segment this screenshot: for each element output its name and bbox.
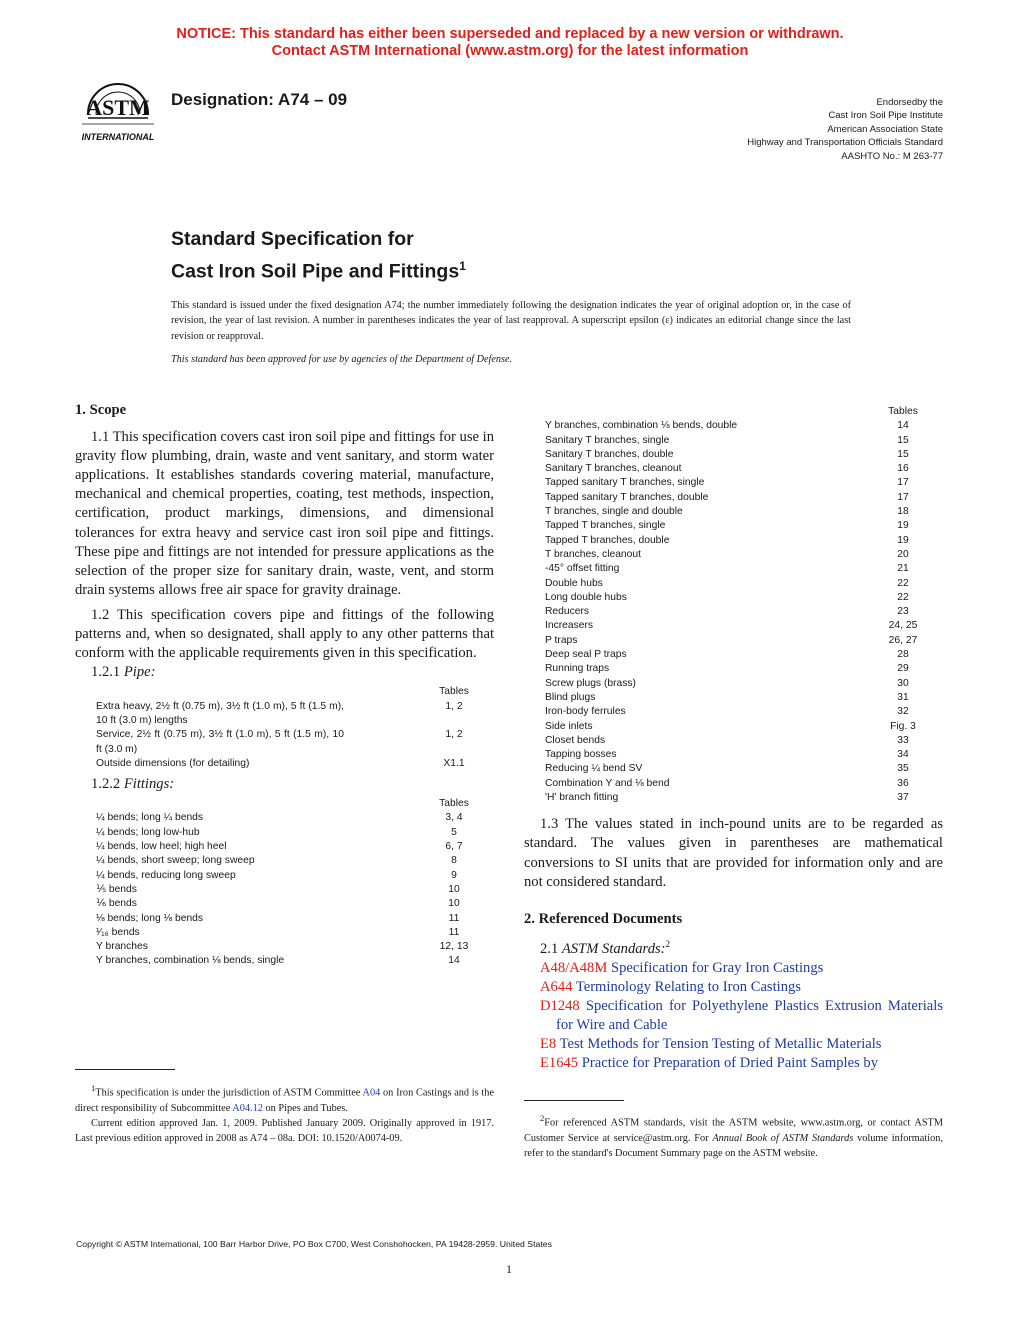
row-tables: 10 bbox=[448, 883, 460, 895]
copyright: Copyright © ASTM International, 100 Barr Harbor Drive, PO Box C700, West Conshohocken, PA 19428-2959. United States bbox=[76, 1239, 552, 1249]
row-item: Iron-body ferrules bbox=[545, 706, 626, 718]
footnote-1-text-a: This specification is under the jurisdiction of ASTM Committee bbox=[95, 1087, 363, 1099]
row-item: Blind plugs bbox=[545, 691, 596, 703]
pipe-number: 1.2.1 bbox=[91, 664, 124, 681]
pipe-label: Pipe: bbox=[123, 664, 156, 681]
row-tables: 23 bbox=[897, 606, 909, 618]
ref-code-link[interactable]: E8 bbox=[540, 1036, 557, 1053]
table-row bbox=[545, 634, 943, 648]
row-tables: 20 bbox=[897, 548, 909, 560]
row-item: Tapped T branches, double bbox=[545, 534, 670, 546]
row-tables: 30 bbox=[897, 677, 909, 689]
row-tables: 14 bbox=[897, 420, 909, 432]
scope-1-1: 1.1 This specification covers cast iron soil pipe and fittings for use in gravity flow plumbing, drain, waste and vent sanitary, and storm water applications. It establishes standards covering material, manufacture, mechanical and chemical properties, coating, test methods, inspection, certification, product markings, dimensions, and dimensional tolerances for extra heavy and service cast iron soil pipe and fittings. These pipe and fittings are not intended for pressure applications as the selection of the proper size for sanitary drain, waste, vent, and storm drain systems allows free air space for gravity drainage. bbox=[75, 429, 495, 598]
row-item: ¼ bends; long low-hub bbox=[96, 826, 200, 838]
row-item: Combination Y and ⅛ bend bbox=[545, 777, 670, 789]
row-item: Closet bends bbox=[545, 734, 606, 746]
table-row bbox=[96, 869, 494, 883]
ref-item[interactable] bbox=[524, 1054, 943, 1073]
row-item: ⅕ bends bbox=[96, 883, 137, 895]
fittings-label: Fittings: bbox=[123, 776, 175, 793]
refdocs-heading: 2. Referenced Documents bbox=[524, 910, 683, 927]
table-row bbox=[96, 826, 494, 840]
scope-1-3-wrap bbox=[524, 815, 943, 1073]
footnote-2 bbox=[524, 1111, 943, 1161]
table-row bbox=[96, 954, 494, 968]
footnote-1 bbox=[75, 1081, 494, 1146]
table-row bbox=[545, 748, 943, 762]
scope-1-3: 1.3 The values stated in inch-pound units are to be regarded as standard. The values given in parentheses are mathematical conversions to SI units that are provided for information only and are not considered standard. bbox=[524, 816, 943, 890]
row-item: ¼ bends, low heel; high heel bbox=[96, 841, 227, 853]
row-tables: 10 bbox=[448, 898, 460, 910]
row-item: Tapping bosses bbox=[545, 749, 617, 761]
row-item: P traps bbox=[545, 634, 578, 646]
row-tables: 31 bbox=[897, 691, 909, 703]
footnote-1-marker: 1 bbox=[91, 1083, 96, 1093]
row-tables: 36 bbox=[897, 777, 909, 789]
table-row bbox=[545, 519, 943, 533]
row-tables: 22 bbox=[897, 591, 909, 603]
logo-text: INTERNATIONAL bbox=[81, 132, 155, 142]
table-row bbox=[545, 705, 943, 719]
table-row bbox=[545, 577, 943, 591]
table-row bbox=[545, 476, 943, 490]
title-line-2: Cast Iron Soil Pipe and Fittings bbox=[171, 260, 460, 283]
endorse-line: AASHTO No.: M 263-77 bbox=[841, 150, 943, 162]
row-item: Side inlets bbox=[545, 720, 593, 732]
table-row bbox=[96, 854, 494, 868]
row-item: -45° offset fitting bbox=[545, 563, 620, 575]
row-item: Deep seal P traps bbox=[545, 649, 627, 661]
row-tables: Fig. 3 bbox=[890, 720, 916, 732]
endorsement-block bbox=[747, 96, 943, 163]
subcommittee-a04-12-link[interactable]: A04.12 bbox=[232, 1102, 263, 1114]
row-tables: 5 bbox=[451, 826, 457, 838]
row-item: ⅛ bends; long ⅛ bends bbox=[96, 912, 204, 924]
row-item: ¹⁄₁₆ bends bbox=[96, 926, 140, 938]
table-row bbox=[96, 883, 494, 897]
row-tables: 18 bbox=[897, 506, 909, 518]
row-tables: 9 bbox=[451, 869, 457, 881]
table-row bbox=[96, 757, 494, 771]
endorse-line: Highway and Transportation Officials Standard bbox=[747, 137, 943, 149]
fittings-number: 1.2.2 bbox=[91, 776, 124, 793]
refdocs-sub-label: ASTM Standards: bbox=[561, 940, 666, 957]
fittings-table bbox=[96, 797, 494, 969]
row-item: Y branches, combination ⅛ bends, double bbox=[545, 420, 738, 432]
row-tables: 35 bbox=[897, 763, 909, 775]
row-item: Sanitary T branches, cleanout bbox=[545, 463, 682, 475]
row-tables: 24, 25 bbox=[888, 620, 918, 632]
refdocs-footnote-ref: 2 bbox=[665, 938, 671, 949]
row-item: T branches, single and double bbox=[545, 506, 683, 518]
row-tables: 11 bbox=[448, 926, 460, 938]
table-row bbox=[545, 677, 943, 691]
table-row bbox=[545, 434, 943, 448]
row-tables: 37 bbox=[897, 792, 909, 804]
withdrawal-notice bbox=[0, 26, 1020, 60]
table-row bbox=[545, 505, 943, 519]
table-row bbox=[545, 605, 943, 619]
refdocs-sub-number: 2.1 bbox=[540, 940, 562, 957]
table-row bbox=[96, 912, 494, 926]
table-row bbox=[545, 462, 943, 476]
title-footnote-ref: 1 bbox=[459, 259, 466, 273]
intro-dod-note: This standard has been approved for use by agencies of the Department of Defense. bbox=[171, 354, 513, 365]
row-item: Sanitary T branches, double bbox=[545, 448, 674, 460]
pipe-subheading bbox=[75, 663, 494, 682]
row-tables: 29 bbox=[897, 663, 909, 675]
row-item: 'H' branch fitting bbox=[545, 792, 619, 804]
footnote-2-text-a: For referenced ASTM standards, visit the ASTM website, www.astm.org, or contact ASTM Customer Service at service@astm.org. For bbox=[524, 1117, 943, 1144]
footnote-2-text-b: volume information, refer to the standard's Document Summary page on the ASTM website. bbox=[524, 1132, 943, 1159]
row-tables: 32 bbox=[897, 706, 909, 718]
table-row bbox=[545, 534, 943, 548]
ref-item[interactable] bbox=[524, 959, 943, 978]
row-tables: 1, 2 bbox=[445, 700, 463, 712]
row-tables: 14 bbox=[448, 955, 460, 967]
row-item: Extra heavy, 2½ ft (0.75 m), 3½ ft (1.0 m), 5 ft (1.5 m), 10 ft (3.0 m) lengths bbox=[96, 700, 344, 726]
fittings-table-continued bbox=[545, 405, 943, 805]
committee-a04-link[interactable]: A04 bbox=[362, 1087, 381, 1099]
row-tables: 3, 4 bbox=[445, 812, 463, 824]
footnote-rule bbox=[524, 1100, 624, 1101]
row-item: Running traps bbox=[545, 663, 610, 675]
ref-code-link[interactable]: E1645 bbox=[540, 1055, 579, 1072]
table-row bbox=[96, 811, 494, 825]
tables-col-header: Tables bbox=[439, 798, 469, 810]
table-row bbox=[545, 762, 943, 776]
ref-item[interactable] bbox=[524, 997, 943, 1035]
row-item: ⅙ bends bbox=[96, 898, 137, 910]
row-item: Tapped sanitary T branches, single bbox=[545, 477, 705, 489]
row-tables: 6, 7 bbox=[445, 841, 463, 853]
scope-heading: 1. Scope bbox=[75, 402, 127, 418]
row-tables: 22 bbox=[897, 577, 909, 589]
row-tables: 1, 2 bbox=[445, 729, 463, 741]
notice-line-2: Contact ASTM International (www.astm.org) for the latest information bbox=[271, 43, 749, 59]
table-row bbox=[545, 448, 943, 462]
row-tables: 34 bbox=[897, 749, 909, 761]
row-item: Double hubs bbox=[545, 577, 603, 589]
ref-title-link[interactable]: Specification for Gray Iron Castings bbox=[610, 959, 824, 976]
ref-title-link[interactable]: Terminology Relating to Iron Castings bbox=[575, 978, 801, 995]
title-line-1: Standard Specification for bbox=[171, 228, 414, 250]
table-row bbox=[96, 728, 494, 757]
row-item: Reducers bbox=[545, 606, 590, 618]
table-row bbox=[545, 591, 943, 605]
row-tables: 19 bbox=[897, 534, 909, 546]
intro-note: This standard is issued under the fixed designation A74; the number immediately following the designation indicates the year of original adoption or, in the case of revision, the year of last revision. A number in parentheses indicates the year of last reapproval. A superscript epsilon (ε) indicates an editorial change since the last revision or reapproval. bbox=[171, 300, 851, 342]
right-column bbox=[524, 405, 943, 1073]
astm-logo bbox=[70, 74, 166, 144]
endorse-line: American Association State bbox=[827, 123, 943, 135]
row-item: Sanitary T branches, single bbox=[545, 434, 670, 446]
footnote-1-edition: Current edition approved Jan. 1, 2009. Published January 2009. Originally approved in 1917. Last previous edition approved in 2008 as A74 – 08a. DOI: 10.1520/A0074-09. bbox=[75, 1117, 494, 1145]
row-tables: 17 bbox=[897, 491, 909, 503]
table-row bbox=[545, 491, 943, 505]
row-tables: X1.1 bbox=[443, 757, 465, 769]
row-tables: 26, 27 bbox=[888, 634, 918, 646]
table-row bbox=[545, 720, 943, 734]
svg-text:ASTM: ASTM bbox=[86, 95, 150, 120]
endorse-line: Cast Iron Soil Pipe Institute bbox=[828, 110, 943, 122]
table-row bbox=[96, 840, 494, 854]
table-row bbox=[545, 777, 943, 791]
ref-code-link[interactable]: A48/A48M bbox=[540, 959, 608, 976]
row-item: ¼ bends; long ¼ bends bbox=[96, 812, 204, 824]
table-row bbox=[545, 648, 943, 662]
row-item: Long double hubs bbox=[545, 591, 627, 603]
row-item: Reducing ¼ bend SV bbox=[545, 763, 643, 775]
footnote-2-marker: 2 bbox=[540, 1113, 545, 1123]
row-tables: 11 bbox=[448, 912, 460, 924]
ref-code-link[interactable]: D1248 bbox=[540, 997, 580, 1014]
pipe-table bbox=[96, 685, 494, 771]
row-tables: 21 bbox=[897, 563, 909, 575]
footnote-1-text-b: on Iron Castings and is the direct responsibility of Subcommittee bbox=[75, 1087, 495, 1114]
tables-col-header: Tables bbox=[888, 406, 918, 417]
document-title bbox=[171, 226, 466, 286]
row-item: Tapped sanitary T branches, double bbox=[545, 491, 709, 503]
page-number: 1 bbox=[506, 1262, 512, 1276]
row-tables: 33 bbox=[897, 734, 909, 746]
row-tables: 15 bbox=[897, 434, 909, 446]
row-item: Y branches, combination ⅛ bends, single bbox=[96, 955, 285, 967]
row-tables: 28 bbox=[897, 649, 909, 661]
row-item: ¼ bends, reducing long sweep bbox=[96, 869, 236, 881]
fittings-subheading bbox=[75, 775, 494, 794]
table-row bbox=[96, 700, 494, 729]
ref-item[interactable] bbox=[524, 978, 943, 997]
row-item: Increasers bbox=[545, 620, 594, 632]
table-row bbox=[545, 791, 943, 805]
footnote-1-text-c: on Pipes and Tubes. bbox=[262, 1102, 348, 1114]
table-row bbox=[545, 691, 943, 705]
ref-title-link[interactable]: Practice for Preparation of Dried Paint Samples by bbox=[581, 1055, 879, 1072]
table-row bbox=[545, 548, 943, 562]
astm-standards-subheading bbox=[524, 935, 943, 959]
footnote-2-italic: Annual Book of ASTM Standards bbox=[712, 1132, 854, 1144]
row-tables: 16 bbox=[897, 463, 909, 475]
row-tables: 8 bbox=[451, 855, 457, 867]
table-row bbox=[96, 926, 494, 940]
row-item: Y branches bbox=[96, 941, 148, 953]
tables-col-header: Tables bbox=[439, 686, 469, 698]
table-row bbox=[545, 734, 943, 748]
row-item: Service, 2½ ft (0.75 m), 3½ ft (1.0 m), 5 ft (1.5 m), 10 ft (3.0 m) bbox=[96, 729, 344, 755]
ref-item[interactable] bbox=[524, 1035, 943, 1054]
row-item: Screw plugs (brass) bbox=[545, 677, 636, 689]
notice-line-1: NOTICE: This standard has either been superseded and replaced by a new version or withdrawn. bbox=[176, 26, 844, 42]
designation: Designation: A74 – 09 bbox=[171, 90, 348, 109]
scope-1-2: 1.2 This specification covers pipe and fittings of the following patterns and, when so designated, shall apply to any other patterns that conform with the applicable requirements given in this specification. bbox=[75, 606, 494, 662]
row-tables: 19 bbox=[897, 520, 909, 532]
footnote-rule bbox=[75, 1069, 175, 1070]
ref-title-link[interactable]: Specification for Polyethylene Plastics Extrusion Materials for Wire and Cable bbox=[556, 997, 944, 1034]
row-tables: 15 bbox=[897, 448, 909, 460]
row-item: T branches, cleanout bbox=[545, 548, 641, 560]
ref-title-link[interactable]: Test Methods for Tension Testing of Metallic Materials bbox=[559, 1036, 882, 1053]
ref-code-link[interactable]: A644 bbox=[540, 978, 573, 995]
row-tables: 12, 13 bbox=[439, 941, 469, 953]
row-tables: 17 bbox=[897, 477, 909, 489]
table-row bbox=[545, 619, 943, 633]
table-row bbox=[545, 662, 943, 676]
left-column bbox=[75, 401, 494, 969]
row-item: Tapped T branches, single bbox=[545, 520, 666, 532]
table-row bbox=[545, 419, 943, 433]
endorse-line: Endorsedby the bbox=[876, 97, 943, 108]
row-item: Outside dimensions (for detailing) bbox=[96, 757, 250, 769]
row-item: ¼ bends, short sweep; long sweep bbox=[96, 855, 255, 867]
table-row bbox=[545, 562, 943, 576]
table-row bbox=[96, 940, 494, 954]
table-row bbox=[96, 897, 494, 911]
